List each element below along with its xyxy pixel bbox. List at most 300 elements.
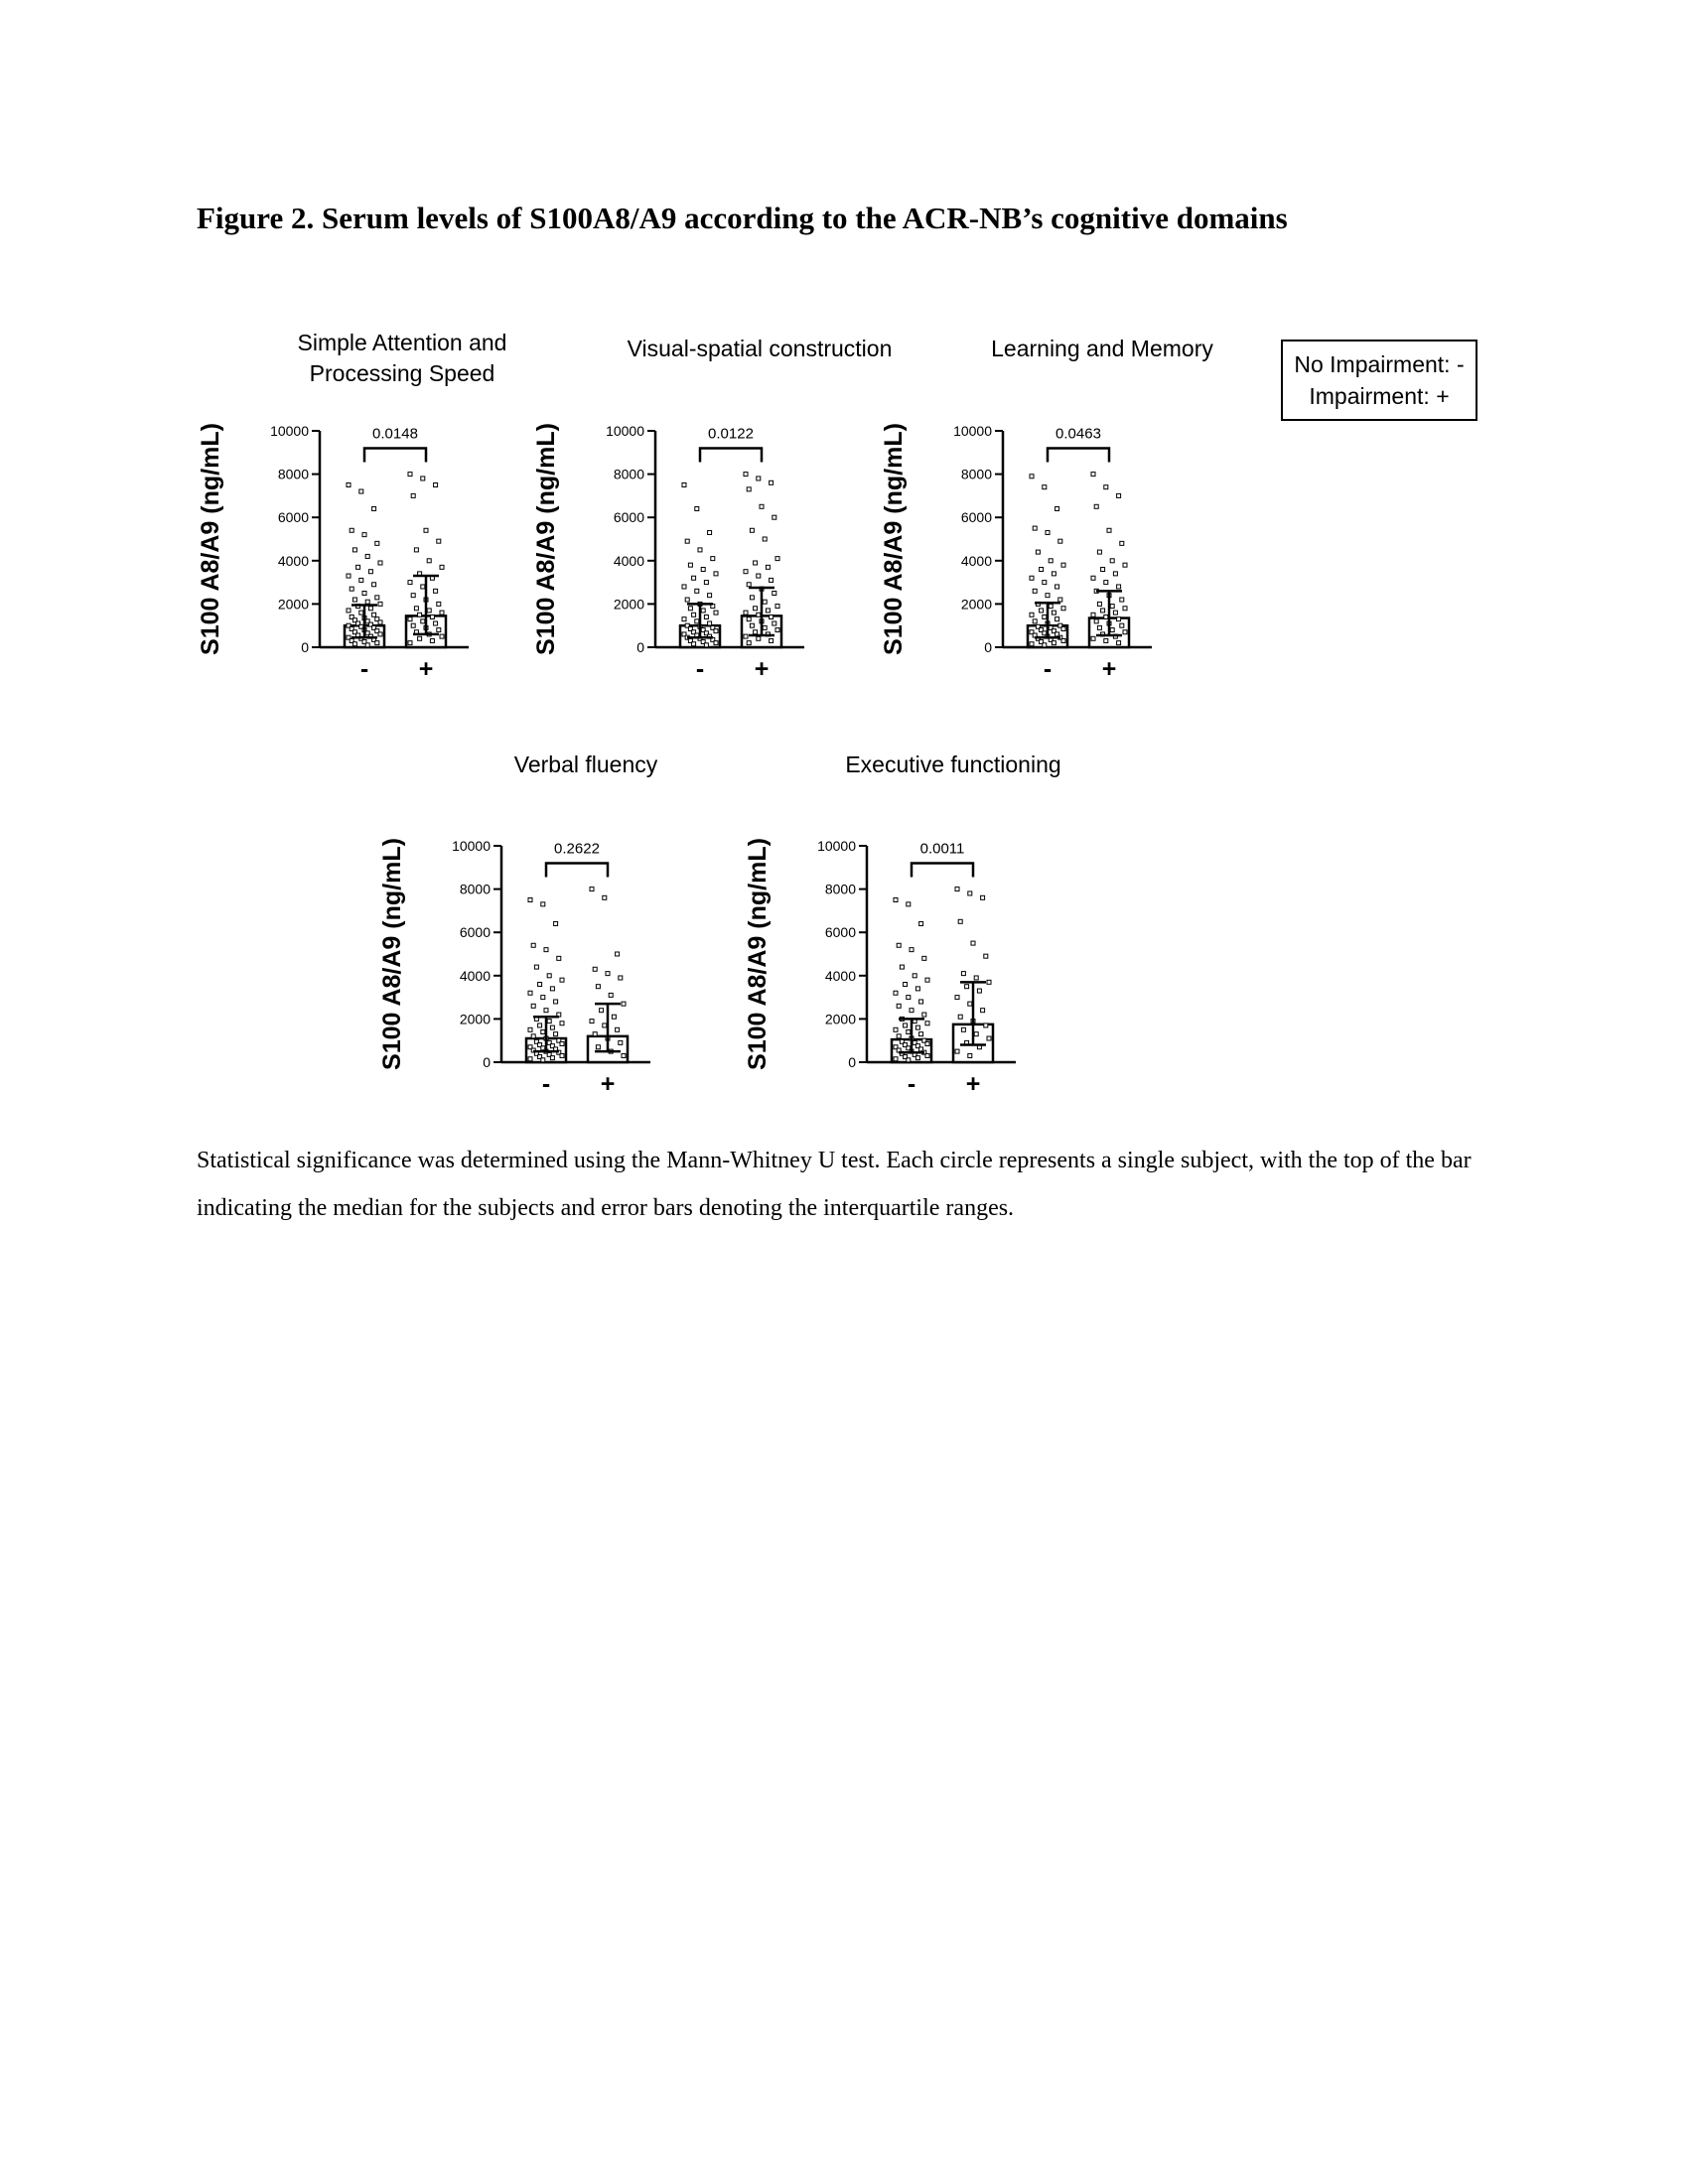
data-point: [754, 607, 758, 611]
data-point: [682, 617, 686, 621]
data-point: [596, 1045, 600, 1049]
data-point: [365, 643, 369, 647]
data-point: [616, 952, 620, 956]
data-point: [984, 954, 988, 958]
data-point: [897, 1034, 901, 1038]
data-point: [350, 528, 353, 532]
data-point: [981, 895, 985, 899]
data-point: [440, 611, 444, 614]
significance-bracket: [364, 448, 426, 462]
data-point: [915, 1025, 919, 1029]
data-point: [757, 574, 761, 578]
data-point: [362, 592, 366, 596]
data-point: [744, 570, 748, 574]
data-point: [437, 539, 441, 543]
data-point: [897, 943, 901, 947]
data-point: [894, 1027, 898, 1031]
data-point: [961, 972, 965, 976]
data-point: [714, 641, 718, 645]
data-point: [528, 991, 532, 995]
data-point: [440, 565, 444, 569]
data-point: [1058, 539, 1062, 543]
y-tick-label: 0: [848, 1054, 856, 1070]
data-point: [593, 1032, 597, 1036]
p-value-label: 0.0148: [372, 425, 418, 443]
data-point: [1052, 572, 1055, 576]
data-point: [904, 983, 908, 987]
data-point: [359, 489, 363, 493]
data-point: [603, 895, 607, 899]
y-tick-label: 6000: [824, 924, 856, 941]
data-point: [1055, 585, 1059, 589]
data-point: [766, 565, 770, 569]
data-point: [763, 625, 767, 629]
data-point: [708, 594, 712, 598]
data-point: [1030, 613, 1034, 616]
data-point: [910, 948, 914, 952]
chart-panel-4: [744, 838, 1016, 1098]
data-point: [1123, 630, 1127, 634]
data-point: [356, 565, 360, 569]
data-point: [1033, 526, 1037, 530]
data-point: [925, 1022, 929, 1025]
data-point: [981, 1009, 985, 1013]
data-point: [590, 887, 594, 891]
y-tick-label: 4000: [459, 967, 491, 984]
data-point: [894, 898, 898, 902]
data-point: [1101, 568, 1105, 572]
data-point: [352, 642, 356, 646]
data-point: [919, 1000, 923, 1004]
data-point: [430, 614, 434, 618]
data-point: [974, 976, 978, 980]
panel-title-attention: Simple Attention and Processing Speed: [297, 330, 507, 386]
significance-bracket: [1048, 448, 1109, 462]
data-point: [538, 1024, 542, 1027]
figure-title: Figure 2. Serum levels of S100A8/A9 according to the ACR-NB’s cognitive domains: [197, 201, 1288, 235]
data-point: [714, 572, 718, 576]
data-point: [1120, 541, 1124, 545]
y-tick-label: 2000: [277, 596, 309, 613]
data-point: [1117, 493, 1121, 497]
data-point: [352, 548, 356, 552]
data-point: [955, 996, 959, 1000]
data-point: [368, 607, 372, 611]
data-point: [531, 943, 535, 947]
chart-panel-3: [378, 838, 650, 1098]
y-tick-label: 4000: [824, 967, 856, 984]
y-tick-label: 10000: [953, 423, 992, 439]
data-point: [1101, 609, 1105, 613]
data-point: [744, 473, 748, 477]
data-point: [538, 983, 542, 987]
data-point: [365, 554, 369, 558]
data-point: [418, 613, 422, 616]
data-point: [692, 576, 696, 580]
data-point: [1046, 530, 1050, 534]
data-point: [424, 528, 428, 532]
legend-impairment: Impairment: +: [1309, 383, 1450, 409]
y-tick-label: 4000: [960, 552, 992, 569]
data-point: [408, 473, 412, 477]
data-point: [704, 581, 708, 585]
data-point: [1036, 550, 1040, 554]
data-point: [378, 561, 382, 565]
data-point: [541, 996, 545, 1000]
data-point: [747, 487, 751, 491]
data-point: [965, 985, 969, 989]
data-point: [378, 602, 382, 606]
data-point: [688, 607, 692, 611]
data-point: [750, 528, 754, 532]
y-tick-label: 6000: [459, 924, 491, 941]
data-point: [434, 483, 438, 487]
data-point: [554, 1032, 558, 1036]
data-point: [695, 589, 699, 593]
data-point: [1049, 559, 1053, 563]
data-point: [1113, 611, 1117, 614]
data-point: [682, 483, 686, 487]
data-point: [744, 611, 748, 614]
data-point: [894, 1057, 898, 1061]
y-tick-label: 8000: [960, 466, 992, 482]
data-point: [1104, 485, 1108, 489]
y-axis-label: S100 A8/A9 (ng/mL): [880, 423, 908, 655]
data-point: [1104, 581, 1108, 585]
data-point: [701, 568, 705, 572]
chart-panel-1: [532, 423, 804, 683]
data-point: [974, 1032, 978, 1036]
y-axis-label: S100 A8/A9 (ng/mL): [744, 838, 772, 1070]
panel-title-visual-spatial: Visual-spatial construction: [627, 336, 893, 361]
data-point: [757, 636, 761, 640]
data-point: [775, 628, 779, 632]
data-point: [603, 1024, 607, 1027]
data-point: [427, 559, 431, 563]
data-point: [907, 1058, 911, 1062]
data-point: [711, 557, 715, 561]
data-point: [1055, 506, 1059, 510]
data-point: [763, 537, 767, 541]
data-point: [616, 1027, 620, 1031]
data-point: [606, 972, 610, 976]
data-point: [1030, 576, 1034, 580]
data-point: [612, 1015, 616, 1019]
data-point: [968, 891, 972, 895]
data-point: [560, 1022, 564, 1025]
data-point: [770, 614, 774, 618]
data-point: [955, 1049, 959, 1053]
data-point: [925, 978, 929, 982]
y-tick-label: 8000: [277, 466, 309, 482]
data-point: [770, 578, 774, 582]
data-point: [550, 987, 554, 991]
data-point: [692, 613, 696, 616]
data-point: [1061, 563, 1065, 567]
data-point: [1110, 605, 1114, 609]
data-point: [596, 985, 600, 989]
data-point: [547, 974, 551, 978]
data-point: [544, 948, 548, 952]
x-tick-label: -: [541, 1070, 551, 1098]
data-point: [359, 578, 363, 582]
data-point: [1040, 609, 1044, 613]
data-point: [1110, 559, 1114, 563]
data-point: [550, 1056, 554, 1060]
data-point: [411, 493, 415, 497]
y-tick-label: 10000: [452, 838, 491, 854]
panel-title-verbal-fluency: Verbal fluency: [513, 751, 658, 777]
panel-title-executive: Executive functioning: [845, 751, 1061, 777]
data-point: [1033, 619, 1037, 623]
y-axis-label: S100 A8/A9 (ng/mL): [378, 838, 406, 1070]
data-point: [1091, 636, 1095, 640]
x-tick-label: +: [418, 655, 434, 683]
data-point: [554, 1000, 558, 1004]
p-value-label: 0.0122: [708, 425, 754, 443]
significance-bracket: [912, 863, 973, 877]
data-point: [427, 609, 431, 613]
data-point: [372, 613, 376, 616]
data-point: [408, 617, 412, 621]
data-point: [414, 607, 418, 611]
data-point: [907, 1029, 911, 1033]
y-tick-label: 0: [483, 1054, 491, 1070]
data-point: [541, 902, 545, 906]
data-point: [528, 898, 532, 902]
data-point: [760, 504, 764, 508]
data-point: [770, 480, 774, 484]
data-point: [414, 548, 418, 552]
data-point: [1104, 638, 1108, 642]
data-point: [600, 1009, 604, 1013]
y-tick-label: 0: [636, 639, 644, 655]
data-point: [747, 617, 751, 621]
data-point: [421, 585, 425, 589]
data-point: [619, 1040, 623, 1044]
data-point: [775, 605, 779, 609]
data-point: [1117, 641, 1121, 645]
data-point: [682, 585, 686, 589]
y-tick-label: 2000: [613, 596, 644, 613]
data-point: [1052, 611, 1055, 614]
data-point: [378, 632, 382, 636]
data-point: [1097, 550, 1101, 554]
data-point: [958, 919, 962, 923]
data-point: [375, 541, 379, 545]
data-point: [378, 620, 382, 624]
data-point: [437, 628, 441, 632]
data-point: [619, 976, 623, 980]
data-point: [922, 1013, 926, 1017]
data-point: [528, 1027, 532, 1031]
y-tick-label: 2000: [459, 1011, 491, 1027]
data-point: [375, 596, 379, 600]
data-point: [430, 638, 434, 642]
data-point: [958, 1015, 962, 1019]
data-point: [1030, 475, 1034, 478]
y-tick-label: 8000: [613, 466, 644, 482]
data-point: [1117, 617, 1121, 621]
data-point: [770, 638, 774, 642]
y-tick-label: 4000: [613, 552, 644, 569]
data-point: [560, 1053, 564, 1057]
data-point: [766, 609, 770, 613]
data-point: [1117, 585, 1121, 589]
data-point: [347, 483, 351, 487]
data-point: [622, 1053, 626, 1057]
data-point: [750, 623, 754, 627]
data-point: [968, 1002, 972, 1006]
data-point: [437, 602, 441, 606]
data-point: [910, 1009, 914, 1013]
data-point: [757, 477, 761, 480]
data-point: [757, 613, 761, 616]
data-point: [773, 515, 776, 519]
data-point: [434, 621, 438, 625]
data-point: [925, 1041, 929, 1045]
data-point: [1091, 576, 1095, 580]
data-point: [1033, 589, 1037, 593]
data-point: [1043, 643, 1047, 647]
data-point: [900, 965, 904, 969]
data-point: [708, 530, 712, 534]
y-tick-label: 10000: [606, 423, 644, 439]
data-point: [775, 557, 779, 561]
data-point: [747, 583, 751, 587]
data-point: [695, 506, 699, 510]
data-point: [704, 614, 708, 618]
data-point: [698, 548, 702, 552]
data-point: [907, 902, 911, 906]
data-point: [368, 570, 372, 574]
data-point: [701, 609, 705, 613]
data-point: [714, 611, 718, 614]
data-point: [1061, 638, 1065, 642]
data-point: [534, 965, 538, 969]
y-tick-label: 10000: [270, 423, 309, 439]
panel-title-learning-memory: Learning and Memory: [991, 336, 1213, 361]
data-point: [362, 533, 366, 537]
data-point: [1107, 528, 1111, 532]
p-value-label: 0.2622: [554, 840, 600, 858]
data-point: [1094, 619, 1098, 623]
data-point: [550, 1025, 554, 1029]
data-point: [590, 1020, 594, 1024]
data-point: [692, 642, 696, 646]
data-point: [1061, 607, 1065, 611]
data-point: [907, 996, 911, 1000]
data-point: [365, 600, 369, 604]
p-value-label: 0.0463: [1055, 425, 1101, 443]
x-tick-label: -: [359, 655, 369, 683]
data-point: [754, 561, 758, 565]
data-point: [557, 956, 561, 960]
data-point: [968, 1053, 972, 1057]
x-tick-label: -: [1043, 655, 1053, 683]
data-point: [593, 967, 597, 971]
data-point: [560, 978, 564, 982]
data-point: [1091, 473, 1095, 477]
chart-panel-0: [197, 423, 469, 683]
data-point: [750, 596, 754, 600]
data-point: [754, 630, 758, 634]
chart-panel-2: [880, 423, 1152, 683]
data-point: [747, 641, 751, 645]
x-tick-label: -: [907, 1070, 916, 1098]
y-tick-label: 0: [984, 639, 992, 655]
data-point: [440, 634, 444, 638]
data-point: [622, 1002, 626, 1006]
data-point: [408, 581, 412, 585]
data-point: [434, 589, 438, 593]
data-point: [1094, 504, 1098, 508]
data-point: [695, 619, 699, 623]
data-point: [372, 506, 376, 510]
x-tick-label: +: [600, 1070, 616, 1098]
legend-no-impairment: No Impairment: -: [1294, 351, 1465, 377]
data-point: [359, 611, 363, 614]
data-point: [1052, 641, 1055, 645]
y-tick-label: 4000: [277, 552, 309, 569]
data-point: [1097, 625, 1101, 629]
y-tick-label: 2000: [824, 1011, 856, 1027]
data-point: [915, 1056, 919, 1060]
data-point: [915, 987, 919, 991]
y-tick-label: 6000: [277, 509, 309, 526]
data-point: [1120, 598, 1124, 602]
y-tick-label: 8000: [459, 881, 491, 897]
y-axis-label: S100 A8/A9 (ng/mL): [197, 423, 224, 655]
significance-bracket: [700, 448, 762, 462]
x-tick-label: +: [754, 655, 770, 683]
data-point: [347, 574, 351, 578]
data-point: [421, 477, 425, 480]
data-point: [1040, 568, 1044, 572]
data-point: [688, 563, 692, 567]
data-point: [411, 594, 415, 598]
data-point: [1123, 607, 1127, 611]
data-point: [418, 636, 422, 640]
significance-bracket: [546, 863, 608, 877]
y-axis-label: S100 A8/A9 (ng/mL): [532, 423, 560, 655]
data-point: [1043, 581, 1047, 585]
data-point: [704, 643, 708, 647]
y-tick-label: 0: [301, 639, 309, 655]
data-point: [544, 1009, 548, 1013]
data-point: [1097, 602, 1101, 606]
y-tick-label: 8000: [824, 881, 856, 897]
data-point: [560, 1041, 564, 1045]
figure-caption: Statistical significance was determined using the Mann-Whitney U test. Each circle represents a single subject, with the top of the bar indicating the median for the subjects and error bars denoting the interquartile ranges.: [197, 1148, 1472, 1221]
data-point: [904, 1024, 908, 1027]
y-tick-label: 6000: [613, 509, 644, 526]
data-point: [913, 974, 916, 978]
data-point: [541, 1058, 545, 1062]
data-point: [897, 1004, 901, 1008]
data-point: [1123, 563, 1127, 567]
data-point: [411, 623, 415, 627]
data-point: [961, 1027, 965, 1031]
x-tick-label: +: [1101, 655, 1117, 683]
p-value-label: 0.0011: [919, 840, 965, 858]
data-point: [925, 1053, 929, 1057]
data-point: [922, 956, 926, 960]
data-point: [1043, 485, 1047, 489]
data-point: [531, 1004, 535, 1008]
data-point: [977, 989, 981, 993]
data-point: [1046, 594, 1050, 598]
